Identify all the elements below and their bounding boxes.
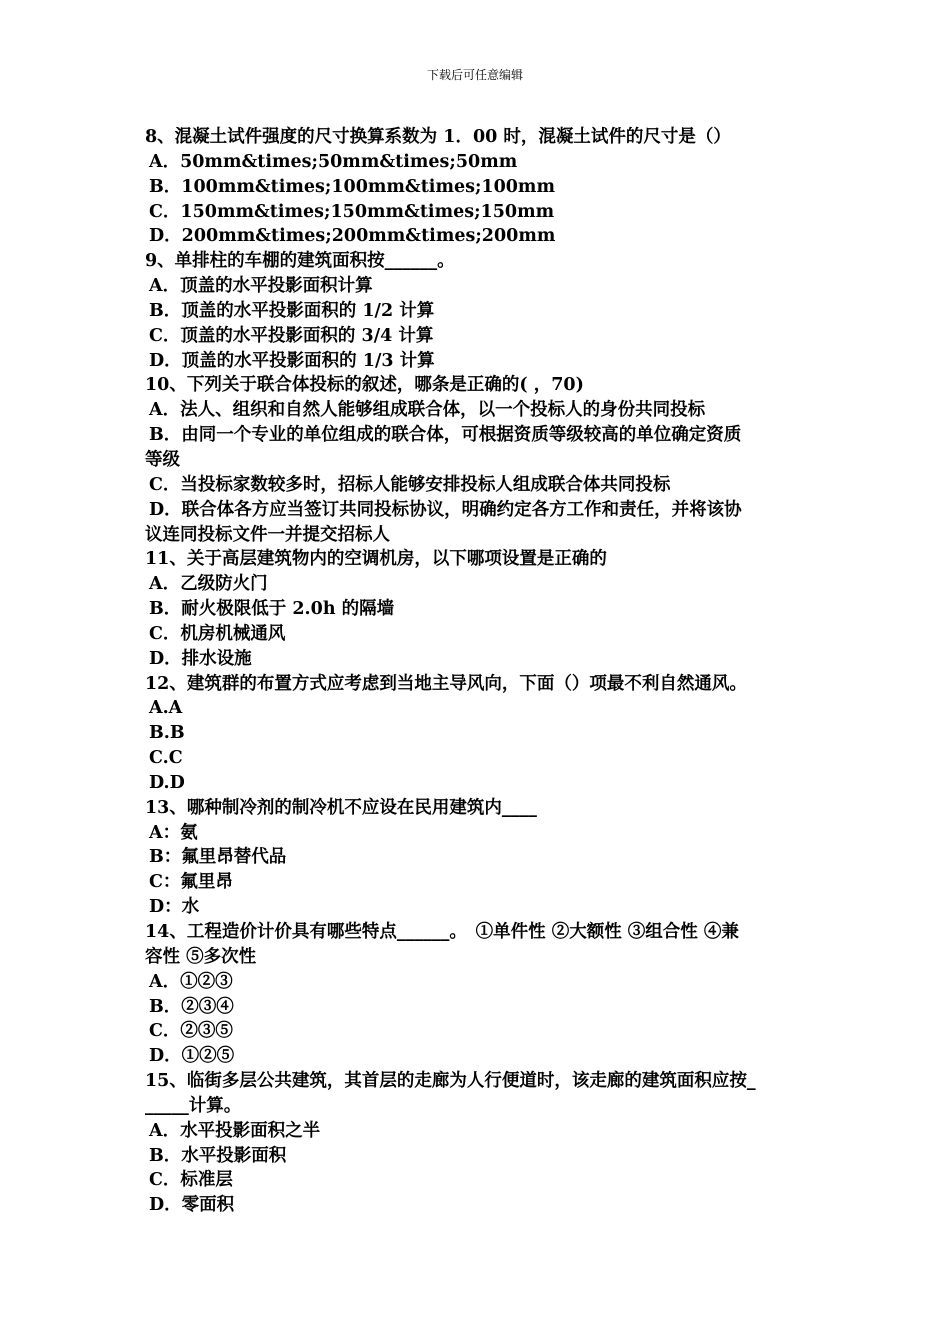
- answer-option-line: D．①②⑤: [149, 1046, 235, 1067]
- question-line: 9、单排柱的车棚的建筑面积按______。: [145, 251, 455, 272]
- answer-option-line: C．顶盖的水平投影面积的 3/4 计算: [149, 325, 434, 346]
- answer-option-line: A．乙级防火门: [149, 574, 268, 595]
- answer-option-line: C．标准层: [149, 1170, 233, 1191]
- question-line: 10、下列关于联合体投标的叙述，哪条是正确的( ，70): [145, 375, 584, 396]
- page-header: 下载后可任意编辑: [426, 68, 523, 82]
- question-line: 等级: [145, 449, 180, 470]
- answer-option-line: C.C: [149, 748, 183, 769]
- answer-option-line: A．顶盖的水平投影面积计算: [149, 276, 373, 297]
- answer-option-line: B：氟里昂替代品: [149, 847, 287, 868]
- answer-option-line: C：氟里昂: [149, 872, 233, 893]
- answer-option-line: B．水平投影面积: [149, 1145, 287, 1166]
- answer-option-line: A.A: [149, 698, 183, 719]
- answer-option-line: D.D: [149, 772, 185, 793]
- answer-option-line: D．顶盖的水平投影面积的 1/3 计算: [149, 350, 435, 371]
- answer-option-line: C．150mm&times;150mm&times;150mm: [149, 201, 555, 222]
- question-line: 8、混凝土试件强度的尺寸换算系数为 1．00 时，混凝土试件的尺寸是（）: [145, 127, 731, 147]
- answer-option-line: A．50mm&times;50mm&times;50mm: [149, 151, 518, 172]
- answer-option-line: A：氨: [149, 822, 198, 843]
- answer-option-line: D：水: [149, 897, 200, 918]
- answer-option-line: D．200mm&times;200mm&times;200mm: [149, 226, 556, 247]
- question-line: 14、工程造价计价具有哪些特点______。 ①单件性 ②大额性 ③组合性 ④兼: [145, 922, 739, 942]
- answer-option-line: C．当投标家数较多时，招标人能够安排投标人组成联合体共同投标: [149, 474, 671, 495]
- answer-option-line: A．法人、组织和自然人能够组成联合体，以一个投标人的身份共同投标: [149, 400, 706, 421]
- question-line: 11、关于高层建筑物内的空调机房，以下哪项设置是正确的: [145, 549, 607, 570]
- answer-option-line: B．顶盖的水平投影面积的 1/2 计算: [149, 300, 435, 321]
- question-line: 12、建筑群的布置方式应考虑到当地主导风向，下面（）项最不利自然通风。: [145, 673, 747, 694]
- question-line: 容性 ⑤多次性: [145, 946, 257, 967]
- answer-option-line: A．①②③: [149, 971, 233, 992]
- answer-option-line: C．②③⑤: [149, 1021, 233, 1042]
- answer-option-line: B．耐火极限低于 2.0h 的隔墙: [149, 599, 395, 620]
- answer-option-line: D．排水设施: [149, 648, 252, 669]
- question-line: _____计算。: [145, 1095, 242, 1116]
- question-line: 议连同投标文件一并提交招标人: [145, 524, 390, 545]
- document-body: [145, 125, 811, 1218]
- answer-option-line: B．由同一个专业的单位组成的联合体，可根据资质等级较高的单位确定资质: [149, 425, 742, 446]
- answer-option-line: B．100mm&times;100mm&times;100mm: [149, 176, 555, 197]
- answer-option-line: D．联合体各方应当签订共同投标协议，明确约定各方工作和责任，并将该协: [149, 499, 742, 520]
- answer-option-line: B．②③④: [149, 996, 234, 1017]
- answer-option-line: A．水平投影面积之半: [149, 1120, 321, 1141]
- question-line: 13、哪种制冷剂的制冷机不应设在民用建筑内____: [145, 797, 537, 818]
- answer-option-line: D．零面积: [149, 1195, 235, 1216]
- answer-option-line: C．机房机械通风: [149, 623, 286, 644]
- answer-option-line: B.B: [149, 723, 185, 744]
- question-line: 15、临街多层公共建筑，其首层的走廊为人行便道时，该走廊的建筑面积应按_: [145, 1071, 756, 1092]
